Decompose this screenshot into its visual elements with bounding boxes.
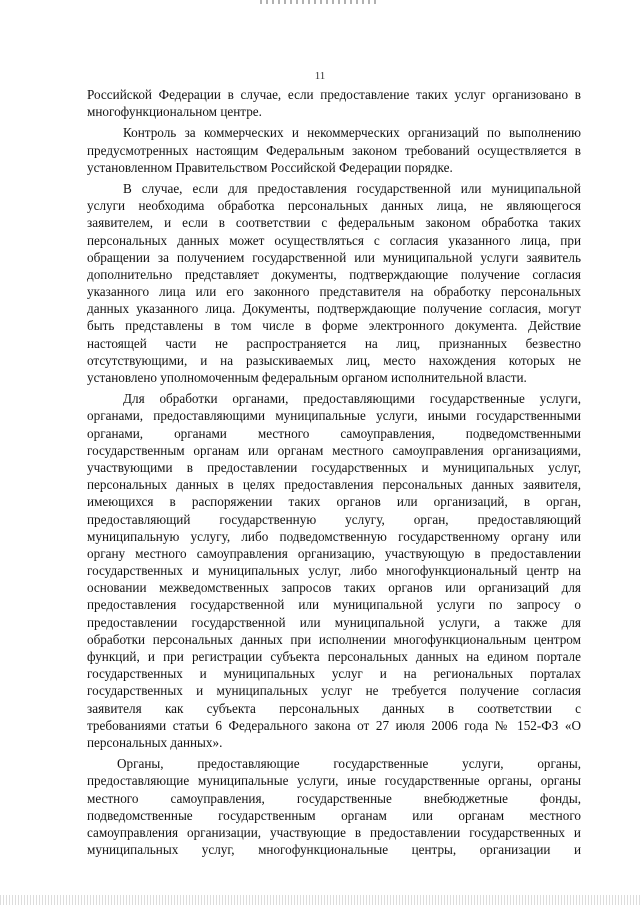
text-line: Для обработки органами, предоставляющими государственные услуги, — [123, 391, 581, 407]
text-line: В случае, если для предоставления государственной или муниципальной — [123, 180, 581, 196]
text-line: предоставления государственной или муниципальной услуги по запросу о — [87, 597, 581, 613]
text-line: Органы, предоставляющие государственные услуги, органы, — [117, 756, 581, 772]
text-line: предоставляющий государственную услугу, орган, предоставляющий — [87, 511, 581, 527]
text-line: установленном Правительством Российской Федерации порядке. — [87, 159, 453, 175]
scan-artifact-bottom — [0, 895, 640, 905]
text-line: многофункциональном центре. — [87, 104, 262, 120]
text-line: органу местного самоуправления организацию, участвующую в предоставлении — [87, 545, 581, 561]
text-line: местного самоуправления, государственные внебюджетные фонды, — [87, 790, 581, 806]
text-line: предоставлении государственной или муниципальной услуги, а также для — [87, 614, 581, 630]
scan-artifact-top — [260, 0, 380, 4]
text-line: самоуправления организации, участвующие в предоставлении государственных и — [87, 824, 581, 840]
text-line: данных указанного лица. Документы, подтверждающие получение согласия, могут — [87, 301, 581, 317]
text-line: участвующими в предоставлении государственных и муниципальных услуг, — [87, 459, 581, 475]
text-line: быть представлены в том числе в форме электронного документа. Действие — [87, 318, 581, 334]
text-line: основании межведомственных запросов таких органов или организаций для — [87, 580, 581, 596]
text-line: муниципальную услугу, либо подведомственную государственному органу или — [87, 528, 581, 544]
page-number: 11 — [314, 70, 326, 82]
text-line: дополнительно представляет документы, подтверждающие получение согласия — [87, 266, 581, 282]
text-line: органами, предоставляющими муниципальные услуги, иными государственными — [87, 408, 581, 424]
text-line: услуги необходима обработка персональных данных лица, не являющегося — [87, 198, 581, 214]
document-body — [87, 86, 581, 858]
text-line: предоставляющие муниципальные услуги, иные государственные органы, органы — [87, 773, 581, 789]
text-line: государственных и муниципальных услуг не требуется получение согласия — [87, 683, 581, 699]
text-line: государственных и муниципальных услуг, либо многофункциональный центр на — [87, 563, 581, 579]
text-line: государственным органам или органам местного самоуправления организациями, — [87, 442, 581, 458]
text-line: обработки персональных данных при исполнении многофункциональным центром — [87, 631, 581, 647]
text-line: государственных и муниципальных услуг и на региональных порталах — [87, 666, 581, 682]
text-line: персональных данных в целях предоставления персональных данных заявителя, — [87, 477, 581, 493]
text-line: подведомственные государственным органам или органам местного — [87, 807, 581, 823]
text-line: Контроль за коммерческих и некоммерческих организаций по выполнению — [123, 125, 581, 141]
text-line: персональных данных». — [87, 734, 223, 750]
text-line: Российской Федерации в случае, если предоставление таких услуг организовано в — [87, 87, 581, 102]
text-line: заявителем, и если в соответствии с федеральным законом обработка таких — [87, 215, 581, 231]
text-line: муниципальных услуг, многофункциональные центры, организации и — [87, 842, 581, 858]
text-line: персональных данных может осуществляться с согласия указанного лица, при — [87, 232, 581, 248]
text-line: обращении за получением государственной или муниципальной услуги заявитель — [87, 249, 581, 265]
text-line: заявителя как субъекта персональных данных в соответствии с — [87, 700, 581, 716]
text-line: предусмотренных настоящим Федеральным законом требований осуществляется в — [87, 142, 581, 158]
text-line: органами, органами местного самоуправления, подведомственными — [87, 425, 581, 441]
text-line: указанного лица или его законного представителя на обработку персональных — [87, 284, 581, 300]
text-line: требованиями статьи 6 Федерального закона от 27 июля 2006 года № 152-ФЗ «О — [87, 717, 581, 733]
text-line: отсутствующими, и на разыскиваемых лиц, место нахождения которых не — [87, 352, 581, 368]
text-line: настоящей части не распространяется на лиц, признанных безвестно — [87, 335, 581, 351]
text-line: имеющихся в распоряжении таких органов или организаций, в орган, — [87, 494, 581, 510]
text-line: установлено уполномоченным федеральным органом исполнительной власти. — [87, 370, 527, 385]
text-line: функций, и при регистрации субъекта персональных данных на едином портале — [87, 649, 581, 664]
